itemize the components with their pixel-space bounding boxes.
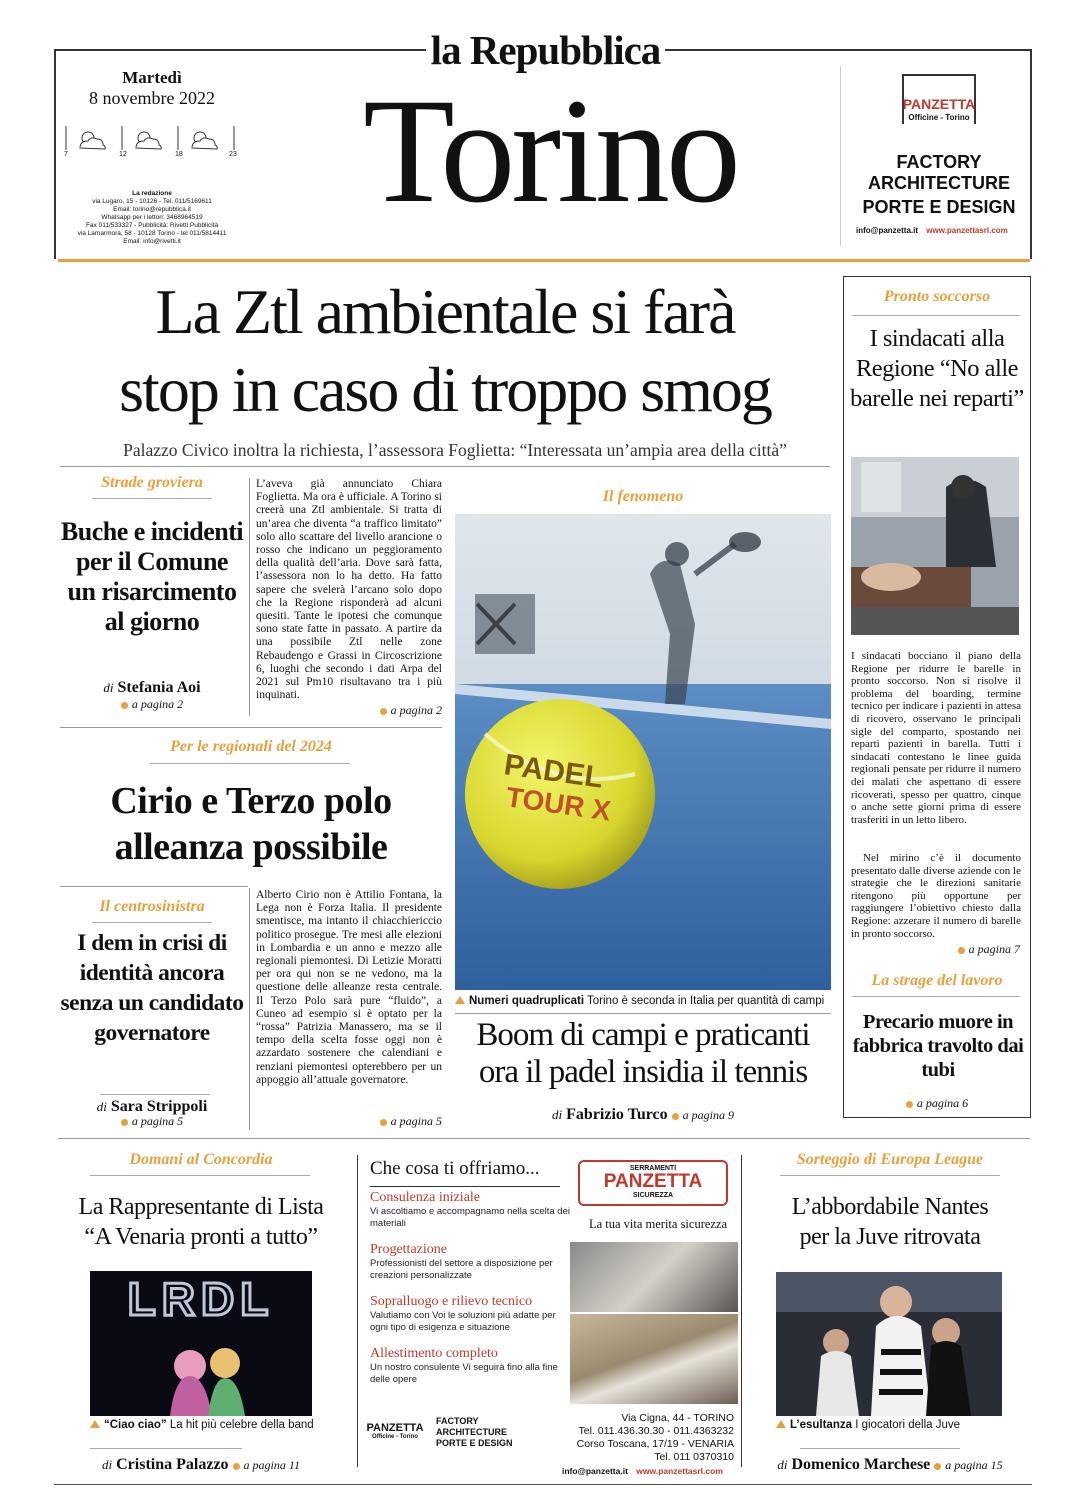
bottom-ad-title: Che cosa ti offriamo... xyxy=(370,1158,540,1179)
cloud-sun-icon xyxy=(136,126,178,150)
pronto-kicker: Pronto soccorso xyxy=(883,288,991,305)
strage-kicker: La strage del lavoro xyxy=(871,972,1003,989)
europa-author: Domenico Marchese xyxy=(791,1456,931,1473)
ad-item-title: Sopralluogo e rilievo tecnico xyxy=(370,1294,533,1309)
padel-headline-1[interactable]: Boom di campi e praticanti xyxy=(476,1017,810,1053)
small-ad-line: PORTE E DESIGN xyxy=(436,1438,513,1448)
lrdl-sign: LRDL xyxy=(127,1273,275,1325)
regionali-pageref[interactable]: a pagina 5 xyxy=(342,1114,442,1129)
concordia-headline-2[interactable]: “A Venaria pronti a tutto” xyxy=(84,1224,318,1250)
strade-byline xyxy=(60,679,244,697)
concordia-photo xyxy=(90,1271,312,1416)
byline-di: di xyxy=(103,680,114,695)
small-ad-line: FACTORY xyxy=(436,1416,479,1426)
redazione-line: via Lugaro, 15 - 10126 - Tel. 011/5169611 xyxy=(92,198,212,205)
europa-headline-2[interactable]: per la Juve ritrovata xyxy=(799,1224,981,1250)
bottom-ad-email[interactable]: info@panzetta.it xyxy=(562,1466,628,1476)
pronto-headline[interactable]: I sindacati alla Regione “No alle barelle nei reparti” xyxy=(850,325,1024,412)
europa-headline-1[interactable]: L’abbordabile Nantes xyxy=(791,1194,989,1220)
temp-2-max: 18 xyxy=(175,151,183,158)
strade-author: Stefania Aoi xyxy=(117,679,201,696)
concordia-kicker: Domani al Concordia xyxy=(129,1151,273,1168)
small-ad-line: ARCHITECTURE xyxy=(436,1427,507,1437)
lead-headline-1[interactable]: La Ztl ambientale si farà xyxy=(155,276,735,347)
centrosinistra-kicker: Il centrosinistra xyxy=(99,898,205,915)
europa-byline xyxy=(745,1456,1035,1474)
bottom-ad[interactable] xyxy=(362,1152,738,1476)
redazione-title: La redazione xyxy=(132,190,172,197)
concordia-byline xyxy=(60,1456,342,1474)
europa-pageref[interactable]: a pagina 15 xyxy=(934,1458,1002,1472)
ad-item-text: Un nostro consulente Vi seguirà fino alla fine delle opere xyxy=(370,1362,558,1385)
regionali-body: Alberto Cirio non è Attilio Fontana, la Lega non è Forza Italia. Il presidente smentisce, ma intanto il chiacchiericcio politico prosegue. Tre mesi alle elezioni in Lombardia e un anno e mezzo alle regionali piemontesi. Di Letizie Moratti per ora qui non se ne vedono, ma la questione delle alleanze resta centrale. Il Terzo Polo sarà pure “fluido”, a Cuneo ad esempio si è optato per la “rossa” Patrizia Manassero, ma se il tempo della scelta fosse oggi non è azzardato sostenere che calendiani e renziani piemontesi opterebbero per un appoggio all’attuale governatore. xyxy=(256,889,442,1086)
serramenti-logo: SERRAMENTI PANZETTA SICUREZZA xyxy=(578,1160,728,1206)
europa-kicker: Sorteggio di Europa League xyxy=(796,1151,984,1168)
edition-title: Torino xyxy=(363,68,737,234)
temp-3-max: 23 xyxy=(229,151,237,158)
padel-caption: Numeri quadruplicati Torino è seconda in Italia per quantità di campi xyxy=(455,995,831,1007)
byline-di: di xyxy=(552,1107,563,1122)
ad-photo-2 xyxy=(570,1314,738,1404)
top-ad-sub: Officine - Torino xyxy=(908,113,970,122)
padel-photo xyxy=(455,514,831,990)
cloud-sun-icon xyxy=(66,126,122,150)
strade-kicker: Strade groviera xyxy=(101,474,203,491)
lead-pageref[interactable]: a pagina 2 xyxy=(342,703,442,718)
weekday: Martedì xyxy=(122,68,182,87)
top-ad-line: PORTE E DESIGN xyxy=(862,197,1016,217)
redazione-line: Email: info@rivetti.it xyxy=(123,238,181,245)
ball-text-1: PADEL xyxy=(502,748,606,795)
weather-strip xyxy=(64,122,244,162)
ad-address: Tel. 011.436.30.30 - 011.4363232 xyxy=(578,1425,734,1437)
ad-tagline: La tua vita merita sicurezza xyxy=(588,1217,728,1231)
temp-1-max: 12 xyxy=(119,151,127,158)
ad-address: Tel. 011 0370310 xyxy=(654,1451,734,1463)
padel-pageref[interactable]: a pagina 9 xyxy=(672,1108,734,1122)
top-ad-brand: PANZETTA xyxy=(902,96,976,112)
ad-item-text: Professionisti del settore a disposizione per creazioni personalizzate xyxy=(370,1258,553,1281)
strade-pageref[interactable]: a pagina 2 xyxy=(60,697,244,712)
redazione-line: via Lamarmora, 58 - 10128 Torino - tel 011/5814411 xyxy=(77,230,227,237)
ad-item-title: Allestimento completo xyxy=(370,1346,498,1361)
lead-body: L’aveva già annunciato Chiara Foglietta. Ma ora è ufficiale. A Torino si creerà una Ztl ambientale. Si tratta di un’area che diventa “a traffico limitato” solo allo scattare del livello arancione o rosso che indicano un peggioramento della qualità dell’aria. Dove sarà fatta, l’assessora non lo ha detto. Ha fatto sapere che svelerà l’arcano solo dopo che la Regione risponderà ad alcuni quesiti. Tante le ipotesi che comunque sono state fatte in passato. A partire da una possibile Ztl nelle zone Rebaudengo e Grassi in Circoscrizione 6, luoghi che secondo i dati Arpa del 2021 sul Pm10 risultavano tra i più inquinati. xyxy=(256,478,442,702)
bottom-ad-web[interactable]: www.panzettasrl.com xyxy=(636,1466,723,1476)
small-panzetta-logo: PANZETTA Officine - Torino xyxy=(366,1422,424,1440)
redazione-line: Fax 011/533327 - Pubblicità: Rivetti Pubblicità xyxy=(85,222,219,229)
redazione-box xyxy=(60,190,244,246)
redazione-line: Whatsapp per i lettori: 3468964519 xyxy=(101,214,203,221)
centrosinistra-headline[interactable]: I dem in crisi di identità ancora senza un candidato governatore xyxy=(60,930,244,1046)
centrosinistra-author: Sara Strippoli xyxy=(110,1098,208,1115)
top-ad-email[interactable]: info@panzetta.it xyxy=(856,226,919,235)
ad-item-text: Valutiamo con Voi le soluzioni più adatte per ogni tipo di esigenza e situazione xyxy=(370,1310,556,1333)
strade-headline[interactable]: Buche e incidenti per il Comune un risarcimento al giorno xyxy=(60,517,244,636)
redazione-line: Email: torino@repubblica.it xyxy=(113,206,191,213)
byline-di: di xyxy=(102,1457,113,1472)
temp-1-min: 7 xyxy=(64,151,68,158)
lead-subhead: Palazzo Civico inoltra la richiesta, l’assessora Foglietta: “Interessata un’ampia area della città” xyxy=(123,440,787,460)
pronto-body-2: Nel mirino c’è il documento presentato dalle diverse aziende con le strategie che le direzioni sanitarie ritengono più opportune per raggiungere l’obiettivo chiesto dalla Regione: azzerare il numero di barelle in pronto soccorso. xyxy=(851,852,1021,940)
pronto-body: I sindacati bocciano il piano della Regione per ridurre le barelle in pronto soccorso. Non si risolve il problema del boarding, termine tecnico per indicare i pazienti in attesa di ricovero, osservano le principali sigle del comparto, spostando nei reparti pazienti in barella. Tutti i sindacati contestano le linee guida regionali pensate per ridurre il numero dei malati che aspettano di essere ricoverati, spesso per quattro, cinque o anche sette giorni prima di essere trasferiti in un letto libero. xyxy=(851,650,1021,826)
top-ad[interactable] xyxy=(850,70,1028,246)
ad-item-text: Vi ascoltiamo e accompagnamo nella scelta dei materiali xyxy=(370,1206,570,1229)
ad-item-title: Progettazione xyxy=(370,1242,447,1257)
europa-caption: L’esultanza I giocatori della Juve xyxy=(776,1419,1026,1431)
ad-item-title: Consulenza iniziale xyxy=(370,1190,481,1205)
lead-headline-2[interactable]: stop in caso di troppo smog xyxy=(119,354,771,425)
top-ad-web[interactable]: www.panzettasrl.com xyxy=(926,226,1008,235)
date: 8 novembre 2022 xyxy=(89,88,215,108)
concordia-pageref[interactable]: a pagina 11 xyxy=(233,1458,300,1472)
pronto-photo xyxy=(851,457,1019,635)
regionali-kicker: Per le regionali del 2024 xyxy=(170,738,332,755)
padel-byline xyxy=(455,1106,831,1124)
regionali-headline-2[interactable]: alleanza possibile xyxy=(114,826,388,868)
ad-photo-1 xyxy=(570,1242,738,1312)
strage-headline[interactable]: Precario muore in fabbrica travolto dai tubi xyxy=(852,1011,1024,1081)
ad-address: Corso Toscana, 17/19 - VENARIA xyxy=(576,1438,734,1450)
top-ad-line: ARCHITECTURE xyxy=(868,173,1010,193)
byline-di: di xyxy=(96,1099,107,1114)
padel-kicker: Il fenomeno xyxy=(602,488,684,505)
concordia-headline-1[interactable]: La Rappresentante di Lista xyxy=(78,1194,324,1220)
padel-author: Fabrizio Turco xyxy=(566,1106,668,1123)
centrosinistra-pageref[interactable]: a pagina 5 xyxy=(60,1114,244,1129)
padel-headline-2[interactable]: ora il padel insidia il tennis xyxy=(478,1054,808,1090)
brand-logo: la Repubblica xyxy=(430,27,661,73)
regionali-headline-1[interactable]: Cirio e Terzo polo xyxy=(110,780,392,822)
strage-pageref[interactable]: a pagina 6 xyxy=(845,1096,1029,1111)
ad-address: Via Cigna, 44 - TORINO xyxy=(621,1412,734,1424)
concordia-caption: “Ciao ciao” La hit più celebre della band xyxy=(90,1419,350,1431)
cloud-sun-icon xyxy=(192,126,234,150)
concordia-author: Cristina Palazzo xyxy=(116,1456,229,1473)
pronto-pageref[interactable]: a pagina 7 xyxy=(920,942,1020,957)
europa-photo xyxy=(776,1272,1002,1416)
top-ad-line: FACTORY xyxy=(896,152,982,172)
ball-text-2: TOUR X xyxy=(504,781,613,827)
byline-di: di xyxy=(777,1457,788,1472)
